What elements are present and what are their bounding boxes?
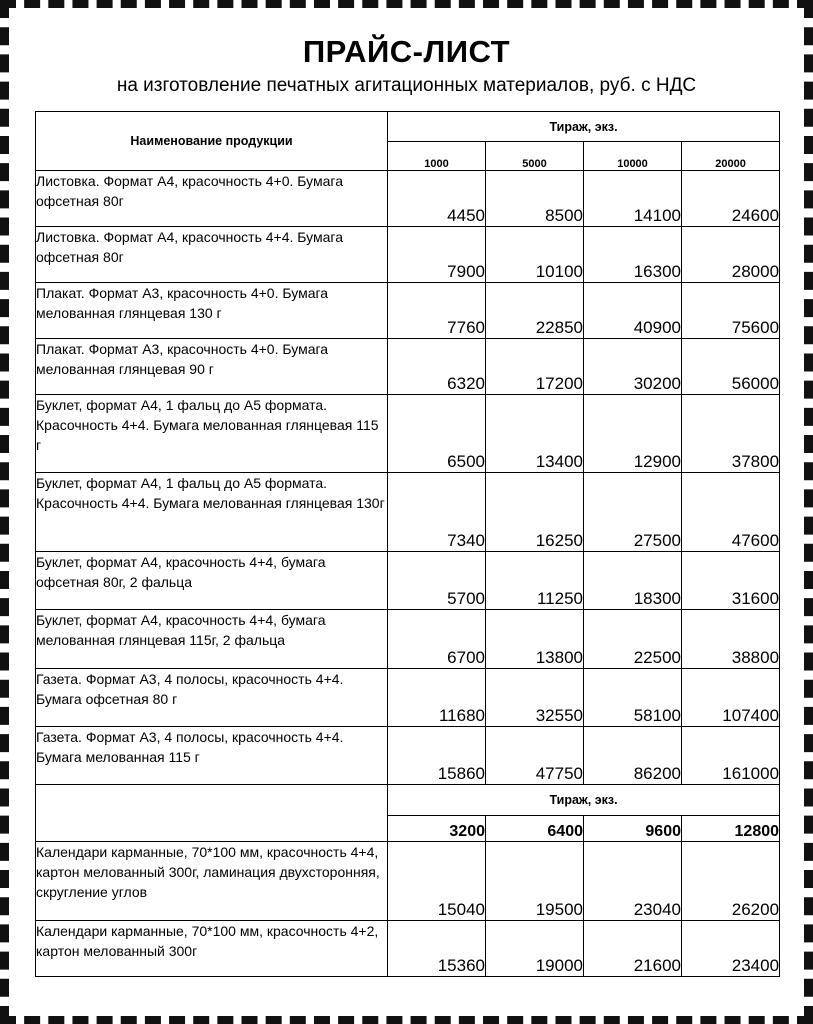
price-cell: 28000	[682, 227, 780, 283]
price-cell: 161000	[682, 727, 780, 785]
table-row	[36, 171, 780, 227]
price-cell: 24600	[682, 171, 780, 227]
product-name: Буклет, формат А4, красочность 4+4, бумага офсетная 80г, 2 фальца	[36, 552, 388, 610]
page-title: ПРАЙС-ЛИСТ	[302, 34, 511, 69]
product-name: Листовка. Формат А4, красочность 4+4. Бумага офсетная 80г	[36, 227, 388, 283]
price-cell: 32550	[486, 669, 584, 727]
product-name: Газета. Формат А3, 4 полосы, красочность 4+4. Бумага офсетная 80 г	[36, 669, 388, 727]
table-row	[36, 921, 780, 977]
table-row	[36, 610, 780, 669]
price-cell: 15360	[388, 921, 486, 977]
price-cell: 6700	[388, 610, 486, 669]
price-cell: 18300	[584, 552, 682, 610]
table-row	[36, 395, 780, 473]
price-cell: 6320	[388, 339, 486, 395]
price-cell: 11250	[486, 552, 584, 610]
table-row	[36, 552, 780, 610]
qty-header: 12800	[682, 816, 780, 842]
qty-header: 3200	[388, 816, 486, 842]
price-cell: 13800	[486, 610, 584, 669]
product-name: Буклет, формат А4, 1 фальц до А5 формата. Красочность 4+4. Бумага мелованная глянцевая 115 г	[36, 395, 388, 473]
price-cell: 16300	[584, 227, 682, 283]
price-cell: 10100	[486, 227, 584, 283]
price-cell: 75600	[682, 283, 780, 339]
price-cell: 26200	[682, 842, 780, 921]
product-name: Календари карманные, 70*100 мм, красочность 4+2, картон мелованный 300г	[36, 921, 388, 977]
price-cell: 22500	[584, 610, 682, 669]
price-cell: 21600	[584, 921, 682, 977]
qty-header: 20000	[682, 142, 780, 171]
product-name: Плакат. Формат А3, красочность 4+0. Бумага мелованная глянцевая 90 г	[36, 339, 388, 395]
table-row	[36, 339, 780, 395]
price-cell: 7340	[388, 473, 486, 552]
price-cell: 8500	[486, 171, 584, 227]
qty-header: 10000	[584, 142, 682, 171]
product-name: Листовка. Формат А4, красочность 4+0. Бумага офсетная 80г	[36, 171, 388, 227]
table-row	[36, 727, 780, 785]
price-cell: 16250	[486, 473, 584, 552]
price-cell: 4450	[388, 171, 486, 227]
price-cell: 22850	[486, 283, 584, 339]
price-cell: 23040	[584, 842, 682, 921]
price-cell: 31600	[682, 552, 780, 610]
price-cell: 13400	[486, 395, 584, 473]
product-name: Календари карманные, 70*100 мм, красочность 4+4, картон мелованный 300г, ламинация двухсторонняя, скругление углов	[36, 842, 388, 921]
product-name: Плакат. Формат А3, красочность 4+0. Бумага мелованная глянцевая 130 г	[36, 283, 388, 339]
price-cell: 7760	[388, 283, 486, 339]
price-table	[35, 111, 780, 977]
price-cell: 17200	[486, 339, 584, 395]
page-subtitle: на изготовление печатных агитационных материалов, руб. с НДС	[116, 75, 697, 96]
table-row	[36, 283, 780, 339]
price-cell: 19500	[486, 842, 584, 921]
product-name: Буклет, формат А4, 1 фальц до А5 формата. Красочность 4+4. Бумага мелованная глянцевая 130г	[36, 473, 388, 552]
price-cell: 15040	[388, 842, 486, 921]
empty-header-cell	[36, 785, 388, 842]
price-cell: 14100	[584, 171, 682, 227]
qty-header: 1000	[388, 142, 486, 171]
price-cell: 6500	[388, 395, 486, 473]
price-cell: 38800	[682, 610, 780, 669]
price-cell: 40900	[584, 283, 682, 339]
price-cell: 23400	[682, 921, 780, 977]
qty-header: 6400	[486, 816, 584, 842]
price-cell: 47750	[486, 727, 584, 785]
product-name: Буклет, формат А4, красочность 4+4, бумага мелованная глянцевая 115г, 2 фальца	[36, 610, 388, 669]
price-cell: 19000	[486, 921, 584, 977]
price-cell: 56000	[682, 339, 780, 395]
price-cell: 30200	[584, 339, 682, 395]
price-cell: 107400	[682, 669, 780, 727]
table-row	[36, 227, 780, 283]
product-name: Газета. Формат А3, 4 полосы, красочность 4+4. Бумага мелованная 115 г	[36, 727, 388, 785]
price-cell: 5700	[388, 552, 486, 610]
name-column-header: Наименование продукции	[36, 112, 388, 171]
price-cell: 15860	[388, 727, 486, 785]
table-row	[36, 842, 780, 921]
price-cell: 7900	[388, 227, 486, 283]
tirage-header: Тираж, экз.	[388, 112, 780, 142]
price-cell: 58100	[584, 669, 682, 727]
table-row	[36, 669, 780, 727]
price-cell: 37800	[682, 395, 780, 473]
price-cell: 47600	[682, 473, 780, 552]
qty-header: 9600	[584, 816, 682, 842]
price-cell: 12900	[584, 395, 682, 473]
price-cell: 86200	[584, 727, 682, 785]
price-cell: 11680	[388, 669, 486, 727]
qty-header: 5000	[486, 142, 584, 171]
tirage-header: Тираж, экз.	[388, 785, 780, 816]
price-cell: 27500	[584, 473, 682, 552]
table-row	[36, 473, 780, 552]
